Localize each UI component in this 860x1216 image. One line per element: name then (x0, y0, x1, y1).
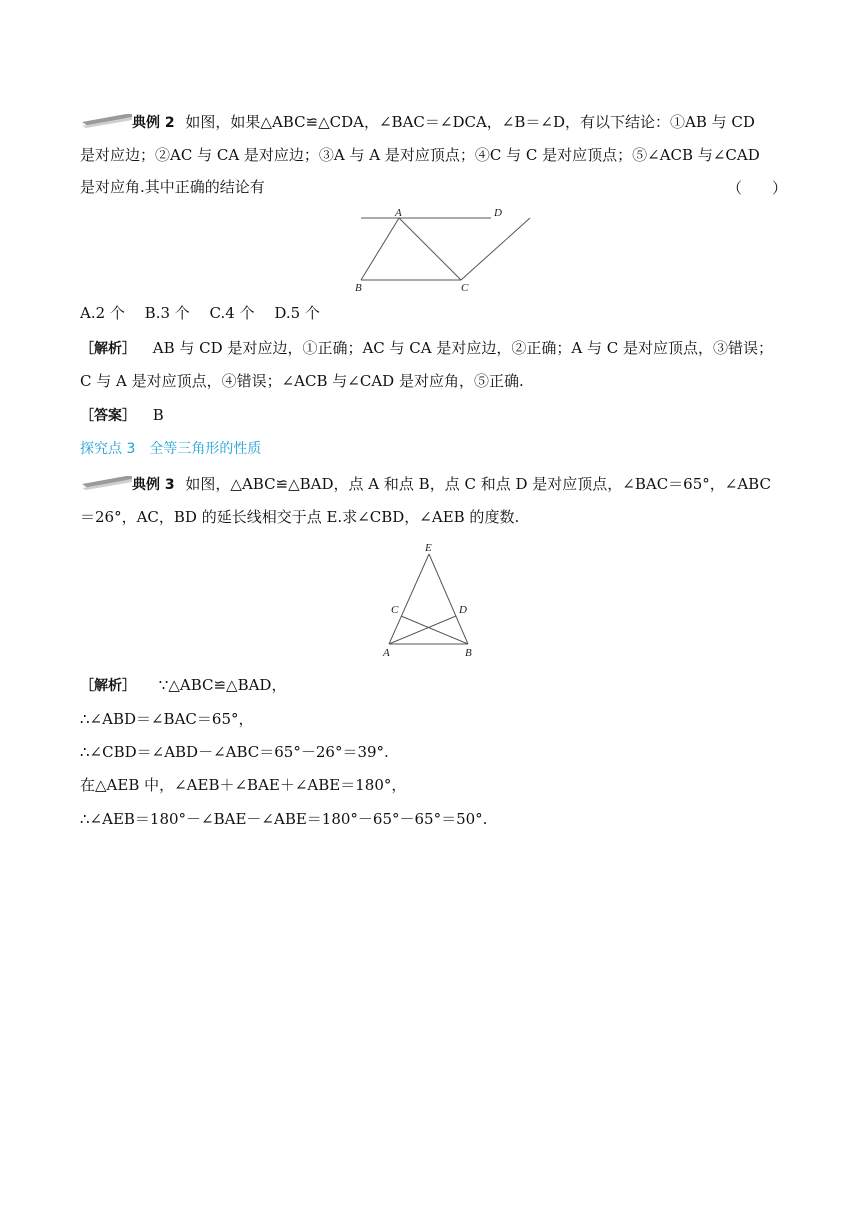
solution-step-3: 在△AEB 中，∠AEB＋∠BAE＋∠ABE＝180°， (80, 776, 407, 794)
example-2-options: A.2 个 B.3 个 C.4 个 D.5 个 (80, 304, 320, 322)
vertex-a-label: A (383, 647, 390, 659)
solution-step-1: ∴∠ABD＝∠BAC＝65°， (80, 710, 254, 728)
example-2-answer (80, 405, 164, 426)
example-3-text-1: 如图，△ABC≌△BAD，点 A 和点 B，点 C 和点 D 是对应顶点，∠BAC＝65°，∠ABC (185, 475, 771, 493)
section-3-title: 探究点 3 全等三角形的性质 (80, 441, 262, 457)
vertex-e-label: E (425, 542, 432, 554)
solution-step-2: ∴∠CBD＝∠ABD－∠ABC＝65°－26°＝39°. (80, 743, 389, 761)
answer-blank: （ ） (727, 179, 788, 197)
analysis-label: ［解析］ (80, 341, 136, 357)
vertex-b-label: B (465, 647, 472, 659)
example-2-line-1 (80, 112, 755, 133)
triangle-figure (378, 540, 483, 662)
parallelogram-figure (350, 205, 502, 295)
answer-value: B (152, 406, 164, 424)
vertex-d-label: D (494, 207, 502, 219)
answer-label: ［答案］ (80, 408, 136, 424)
analysis-label: ［解析］ (80, 678, 136, 694)
example-2-analysis-line-1: ［解析］ AB 与 CD 是对应边，①正确；AC 与 CA 是对应边，②正确；A 与 C 是对应顶点，③错误； (80, 339, 773, 357)
vertex-c-label: C (461, 282, 469, 294)
example-3-line-1 (80, 474, 771, 495)
example-3-analysis-line-1: ［解析］ ∵△ABC≌△BAD， (80, 676, 287, 694)
example-2-line-2: 是对应边；②AC 与 CA 是对应边；③A 与 A 是对应顶点；④C 与 C 是对应顶点；⑤∠ACB 与∠CAD (80, 146, 760, 164)
vertex-b-label: B (355, 282, 362, 294)
vertex-d-label: D (459, 604, 467, 616)
example-3-label: 典例 3 (132, 477, 175, 493)
example-3-line-2: ＝26°，AC，BD 的延长线相交于点 E.求∠CBD，∠AEB 的度数. (80, 508, 520, 526)
example-2-text-1: 如图，如果△ABC≌△CDA，∠BAC＝∠DCA，∠B＝∠D，有以下结论：①AB 与 CD (185, 113, 755, 131)
example-2-analysis-line-2: C 与 A 是对应顶点，④错误；∠ACB 与∠CAD 是对应角，⑤正确. (80, 372, 524, 390)
example-2-label: 典例 2 (132, 115, 175, 131)
vertex-a-label: A (395, 207, 402, 219)
vertex-c-label: C (391, 604, 399, 616)
solution-step-4: ∴∠AEB＝180°－∠BAE－∠ABE＝180°－65°－65°＝50°. (80, 810, 488, 828)
example-2-line-3: 是对应角.其中正确的结论有 (80, 178, 265, 196)
